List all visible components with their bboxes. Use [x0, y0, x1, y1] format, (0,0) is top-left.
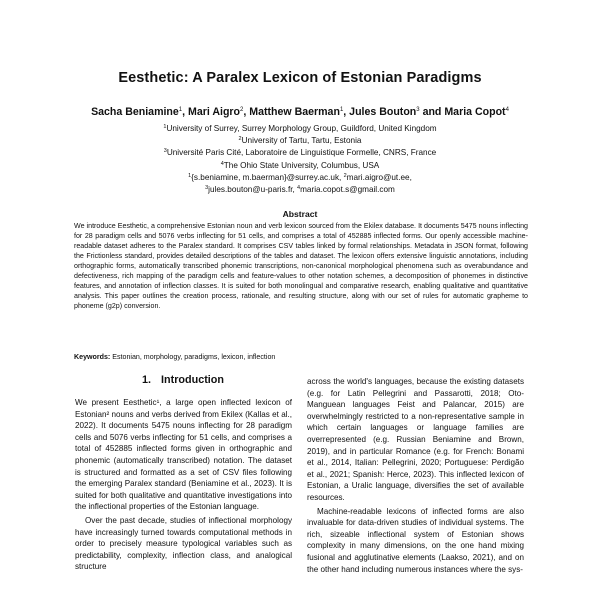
- author-name: Mari Aigro: [188, 106, 241, 118]
- body-paragraph: across the world's languages, because the existing datasets (e.g. for Latin Pellegrini and Passarotti, 2018; Oto-Manguean languages Feist and Palancar, 2015) are overwhelmingly restricted to a non-representative sample in which certain languages or language families are overrepresented (e.g. Russian Beniamine and Brown, 2019), and in particular Romance (e.g. for French: Bonami et al., 2014, Italian: Pellegrini, 2020; Portuguese: Perdigão et al., 2021; Spanish: Herce, 2023). This inflected lexicon of Estonian, a Uralic language, diversifies the set of available resources.: [307, 377, 524, 502]
- body-paragraph: We present Eesthetic¹, a large open inflected lexicon of Estonian² nouns and verbs derived from Ekilex (Kallas et al., 2022). It documents 5475 nouns inflecting for 28 paradigm cells and 5076 verbs inflecting for 51 cells, and comprises a total of 452885 inflected forms given in orthographic and phonemic (automatically transcribed) notation. The dataset is structured and formatted as a set of CSV files following the emerging Paralex standard (Beniamine et al., 2023). It is suited for both qualitative and quantitative investigations into the inflectional properties of the Estonian language.: [75, 398, 292, 512]
- keywords-text: Estonian, morphology, paradigms, lexicon, inflection: [112, 353, 276, 361]
- affiliation: $^2$University of Tartu, Tartu, Estonia: [238, 136, 362, 146]
- left-column: [75, 397, 292, 573]
- abstract-heading: Abstract: [282, 209, 318, 219]
- author-affil-marker: 2: [240, 107, 244, 113]
- author-affil-marker: 4: [505, 107, 509, 113]
- affiliation-list: [0, 122, 600, 195]
- author-name: Sacha Beniamine: [91, 106, 179, 118]
- author-affil-marker: 1: [178, 107, 183, 113]
- paper-title: Eesthetic: A Paralex Lexicon of Estonian Paradigms: [118, 70, 482, 86]
- email-line: $^1${s.beniamine, m.baerman}@surrey.ac.uk, $^2$mari.aigro@ut.ee,: [188, 172, 412, 182]
- section-heading: [76, 374, 290, 386]
- author-name: Maria Copot: [444, 106, 506, 118]
- author-name: Jules Bouton: [349, 106, 417, 118]
- body-paragraph: Over the past decade, studies of inflectional morphology have increasingly turned towards computational methods in order to precisely measure typological variables such as predictability, complexity, inflection class, and analogical structure: [75, 515, 292, 572]
- email-line: $^3$jules.bouton@u-paris.fr, $^4$maria.copot.s@gmail.com: [205, 185, 395, 195]
- keywords-line: [74, 353, 528, 361]
- author-name: Matthew Baerman: [249, 106, 340, 118]
- right-column: [307, 376, 524, 575]
- section-number: 1.: [142, 374, 152, 386]
- keywords-label: Keywords:: [74, 353, 111, 361]
- author-affil-marker: 3: [416, 107, 420, 113]
- affiliation: $^1$University of Surrey, Surrey Morphology Group, Guildford, United Kingdom: [163, 124, 437, 133]
- author-affil-marker: 1: [339, 107, 344, 113]
- author-list: Sacha Beniamine$^1$, Mari Aigro$^2$, Matthew Baerman$^1$, Jules Bouton$^3$ and Maria Copot$^4$: [91, 106, 509, 118]
- body-paragraph: Machine-readable lexicons of inflected forms are also invaluable for data-driven studies of individual systems. The rich, sizeable inflectional system of Estonian shows complexity in many dimensions, on the one hand mixing fusional and agglutinative elements (Laakso, 2021), and on the other hand including numerous instances where the sys-: [307, 506, 524, 574]
- abstract-text: We introduce Eesthetic, a comprehensive Estonian noun and verb lexicon sourced from the Ekilex database. It documents 5475 nouns inflecting for 28 paradigm cells and 5076 verbs inflecting for 51 cells, and comprises a total of 452885 inflected forms. Our openly accessible machine-readable dataset adheres to the Paralex standard. It comprises CSV tables linked by formal relationships. Metadata in JSON format, following the Frictionless standard, provides detailed descriptions of the tables and dataset. The lexicon offers extensive linguistic annotations, including orthographic forms, automatically transcribed phonemic transcriptions, non-canonical morphological phenomena such as overabundance and defectiveness, rich mapping of the paradigm cells and feature-values to other notation schemes, a decomposition of phonemes in distinctive features, and annotation of inflection classes. It is suited for both monolingual and comparative research, enabling qualitative and quantitative analysis. This paper outlines the creation process, rationale, and resulting structure, along with our set of rules for automatic grapheme to phoneme (g2p) conversion.: [74, 222, 528, 310]
- affiliation: $^3$Université Paris Cité, Laboratoire de Linguistique Formelle, CNRS, France: [163, 148, 437, 158]
- section-title: Introduction: [161, 374, 224, 386]
- affiliation: $^4$The Ohio State University, Columbus, USA: [220, 160, 380, 170]
